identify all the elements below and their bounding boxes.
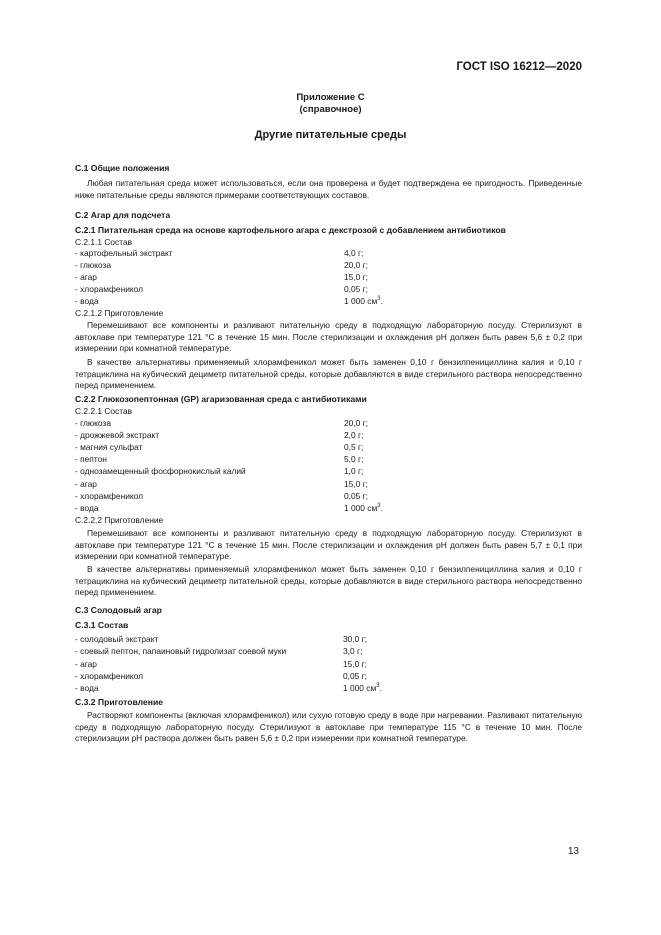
ingredient-row: - хлорамфеникол 0,05 г; [75, 491, 369, 501]
annex-heading: Другие питательные среды [254, 129, 407, 141]
section-c21-heading: С.2.1 Питательная среда на основе картофельного агара с декстрозой с добавлением антибиотиков [75, 225, 506, 235]
section-c22-heading: С.2.2 Глюкозопептонная (GP) агаризованная среда с антибиотиками [75, 394, 367, 404]
c21-alternative-text: В качестве альтернативы применяемый хлорамфеникол может быть заменен 0,10 г бензилпенициллина калия и 0,10 г тетрациклина на кубический дециметр питательной среды, которые добавляются в виде стерильного раствора непосредственно перед применением. [75, 357, 582, 391]
ingredient-row: - хлорамфеникол 0,05 г; [75, 671, 368, 681]
ingredient-row: - пептон 5,0 г; [75, 454, 364, 464]
c3-prep-text: Растворяют компоненты (включая хлорамфеникол) или сухую готовую среду в воде при нагревании. Разливают питательную среду в подходящую лабораторную посуду. Стерилизуют в автоклаве при температуре 115 °С в течение 10 мин. После стерилизации pH раствора должен быть равен 5,6 ± 0,2 при измерении при комнатной температуре. [75, 710, 582, 744]
c21-composition-label: С.2.1.1 Состав [75, 237, 133, 247]
section-c1-heading: С.1 Общие положения [75, 163, 170, 173]
annex-letter: Приложение С [296, 92, 365, 103]
section-c3-heading: С.3 Солодовый агар [75, 605, 162, 615]
document-code: ГОСТ ISO 16212—2020 [456, 61, 582, 73]
ingredient-row: - соевый пептон, папаиновый гидролизат соевой муки 3,0 г; [75, 646, 363, 656]
ingredient-row: - вода 1 000 $см^3$. [75, 296, 383, 306]
c21-prep-text: Перемешивают все компоненты и разливают питательную среду в подходящую лабораторную посуду. Стерилизуют в автоклаве при температуре 121 °С в течение 15 мин. После стерилизации и охлаждения pH должен быть равен 5,6 ± 0,2 при измерении при комнатной температуре. [75, 320, 582, 354]
c3-prep-label: С.3.2 Приготовление [75, 697, 164, 707]
ingredient-row: - вода 1 000 $см^3$. [75, 503, 383, 513]
ingredient-row: - дрожжевой экстракт 2,0 г; [75, 430, 364, 440]
c22-prep-text: Перемешивают все компоненты и разливают питательную среду в подходящую лабораторную посуду. Стерилизуют в автоклаве при температуре 121 °С в течение 15 мин. После стерилизации и охлаждения pH должен быть равен 5,7 ± 0,1 при измерении при комнатной температуре. [75, 528, 582, 562]
annex-title [0, 92, 661, 116]
ingredient-row: - солодовый экстракт 30,0 г; [75, 634, 368, 644]
ingredient-row: - картофельный экстракт 4,0 г; [75, 248, 364, 258]
ingredient-row: - вода 1 000 $см^3$. [75, 683, 382, 693]
ingredient-row: - глюкоза 20,0 г; [75, 260, 369, 270]
c22-composition-label: С.2.2.1 Состав [75, 406, 133, 416]
section-c2-heading: С.2 Агар для подсчета [75, 210, 171, 220]
ingredient-row: - агар 15,0 г; [75, 659, 368, 669]
c22-alternative-text: В качестве альтернативы применяемый хлорамфеникол может быть заменен 0,10 г бензилпенициллина калия и 0,10 г тетрациклина на кубический дециметр питательной среды, которые добавляются в виде стерильного раствора непосредственно перед применением. [75, 564, 582, 598]
annex-kind: (справочное) [299, 104, 362, 115]
ingredient-row: - агар 15,0 г; [75, 479, 369, 489]
c22-prep-label: С.2.2.2 Приготовление [75, 515, 164, 525]
c3-composition-label: С.3.1 Состав [75, 620, 129, 630]
ingredient-row: - магния сульфат 0,5 г; [75, 442, 364, 452]
section-c1-text: Любая питательная среда может использоваться, если она проверена и будет подтверждена ее пригодность. Приведенные ниже питательные среды являются примерами соответствующих составов. [75, 178, 582, 200]
page-number: 13 [567, 846, 579, 857]
ingredient-row: - глюкоза 20,0 г; [75, 418, 369, 428]
ingredient-row: - агар 15,0 г; [75, 272, 369, 282]
c21-prep-label: С.2.1.2 Приготовление [75, 308, 164, 318]
ingredient-row: - хлорамфеникол 0,05 г; [75, 284, 369, 294]
ingredient-row: - однозамещенный фосфорнокислый калий 1,0 г; [75, 466, 364, 476]
